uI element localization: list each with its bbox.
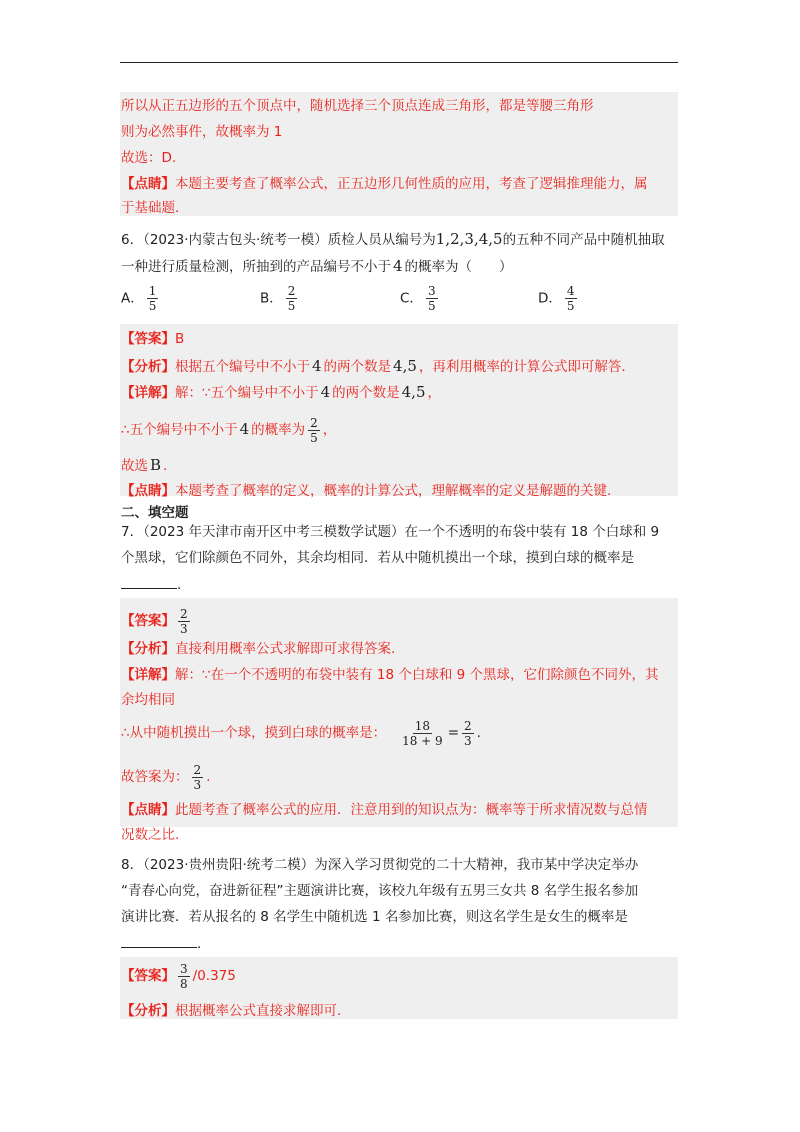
option-label: A． — [121, 290, 144, 307]
analysis-text: 的两个数是 — [323, 359, 392, 375]
option-label: C． — [400, 290, 423, 307]
q7-final — [121, 760, 210, 794]
fraction-numerator: 2 — [464, 718, 472, 733]
option-label: B． — [260, 290, 283, 307]
q6-stem-text: 6．（2023·内蒙古包头·统考一模）质检人员从编号为 — [121, 232, 436, 248]
stem-text: . — [177, 577, 182, 593]
q6-solution-block — [120, 324, 678, 496]
answer-blank — [121, 933, 197, 948]
q6-choice — [121, 455, 167, 476]
q6-number-list: 1,2,3,4,5 — [435, 230, 503, 248]
q7-therefore — [121, 716, 481, 750]
option-fraction — [286, 284, 298, 313]
fraction-numerator: 3 — [180, 961, 188, 976]
q6-detail — [121, 382, 441, 403]
detail-text: 的两个数是 — [332, 385, 400, 401]
fraction-denominator: 5 — [148, 299, 157, 313]
analysis-text: 根据概率公式直接求解即可. — [175, 1003, 342, 1019]
fraction-denominator: 5 — [427, 299, 436, 313]
fraction-denominator: 3 — [180, 621, 188, 636]
probability-fraction — [308, 416, 320, 445]
therefore-text: ∴从中随机摸出一个球，摸到白球的概率是： — [121, 725, 387, 741]
analysis-tag: 【分析】 — [121, 641, 175, 657]
q6-option-d — [538, 284, 580, 313]
q6-stem-line-2 — [121, 256, 513, 277]
q6-answer — [121, 329, 184, 349]
analysis-text: 根据五个编号中不小于 — [175, 359, 310, 375]
choice-text: 故选 — [121, 458, 148, 474]
q6-therefore — [121, 412, 336, 447]
q6-stem-text: 一种进行质量检测，所抽到的产品编号不小于 — [121, 259, 391, 275]
q6-option-b — [260, 284, 300, 313]
remark-tag: 【点睛】 — [121, 483, 175, 499]
q6-remark — [121, 481, 611, 501]
q5-remark-2: 于基础题. — [121, 200, 180, 216]
fraction-denominator: 5 — [310, 430, 318, 445]
q5-line-1: 所以从正五边形的五个顶点中，随机选择三个顶点连成三角形，都是等腰三角形 — [121, 98, 594, 114]
remark-tag: 【点睛】 — [121, 802, 175, 818]
final-fraction — [192, 763, 204, 792]
answer-value: B — [175, 331, 185, 347]
choice-text: . — [163, 458, 168, 474]
q7-detail-2: 余均相同 — [121, 692, 175, 708]
remark-tag: 【点睛】 — [121, 176, 175, 192]
q7-remark-1 — [121, 800, 648, 820]
therefore-text: ， — [322, 422, 337, 438]
q7-answer — [121, 604, 193, 638]
option-fraction — [147, 284, 159, 313]
q6-option-c — [400, 284, 441, 313]
q7-stem-line-1: 7．（2023 年天津市南开区中考三模数学试题）在一个不透明的布袋中装有 18 个白球和 9 — [121, 524, 660, 540]
fraction-numerator: 2 — [193, 762, 202, 777]
period: . — [206, 769, 211, 785]
answer-decimal: /0.375 — [192, 968, 236, 984]
q8-stem-line-3: 演讲比赛．若从报名的 8 名学生中随机选 1 名参加比赛，则这名学生是女生的概率是 — [121, 909, 628, 925]
calc-fraction — [400, 719, 445, 748]
answer-fraction — [178, 962, 190, 991]
math-number: 4 — [312, 357, 322, 375]
option-label: D． — [538, 290, 562, 307]
analysis-text: ，再利用概率的计算公式即可解答. — [418, 359, 626, 375]
analysis-tag: 【分析】 — [121, 1003, 175, 1019]
detail-tag: 【详解】 — [121, 385, 175, 401]
detail-text: ， — [427, 385, 441, 401]
detail-text: 解：∵五个编号中不小于 — [175, 385, 319, 401]
result-fraction — [462, 719, 474, 748]
remark-text: 本题主要考查了概率公式，正五边形几何性质的应用，考查了逻辑推理能力，属 — [175, 176, 648, 192]
q7-detail-1 — [121, 665, 659, 685]
header-rule — [120, 62, 678, 63]
q8-stem-line-1: 8．（2023·贵州贵阳·统考二模）为深入学习贯彻党的二十大精神，我市某中学决定举办 — [121, 857, 639, 873]
math-number: 4,5 — [401, 383, 426, 401]
fraction-numerator: 1 — [148, 284, 157, 298]
q7-analysis — [121, 639, 395, 659]
analysis-text: 直接利用概率公式求解即可求得答案. — [175, 641, 396, 657]
answer-blank — [121, 574, 177, 589]
q6-number: 4 — [393, 257, 403, 275]
remark-text: 本题考查了概率的定义，概率的计算公式，理解概率的定义是解题的关键. — [175, 483, 612, 499]
q5-line-2: 则为必然事件，故概率为 1 — [121, 124, 283, 140]
answer-tag: 【答案】 — [121, 331, 175, 347]
q5-choice: 故选：D. — [121, 150, 177, 166]
q6-stem-text: 的概率为（ ） — [404, 259, 513, 275]
therefore-text: 的概率为 — [251, 422, 306, 438]
math-number: 4,5 — [393, 357, 417, 375]
detail-text: 解：∵在一个不透明的布袋中装有 18 个白球和 9 个黑球，它们除颜色不同外，其 — [175, 667, 659, 683]
fraction-numerator: 18 — [414, 718, 431, 733]
q5-remark-1 — [121, 174, 648, 194]
fraction-denominator: 3 — [193, 777, 202, 792]
remark-text: 此题考查了概率公式的应用．注意用到的知识点为：概率等于所求情况数与总情 — [175, 802, 648, 818]
fraction-numerator: 2 — [287, 284, 296, 298]
q6-option-a — [121, 284, 161, 313]
fraction-denominator: 5 — [566, 299, 575, 313]
fraction-numerator: 2 — [180, 606, 188, 621]
math-number: 4 — [239, 420, 250, 438]
section-title: 二、填空题 — [121, 505, 189, 521]
q7-remark-2: 况数之比. — [121, 827, 180, 843]
answer-fraction — [178, 607, 190, 636]
fraction-denominator: 8 — [180, 976, 188, 991]
option-fraction — [426, 284, 438, 313]
analysis-tag: 【分析】 — [121, 359, 175, 375]
fraction-numerator: 4 — [566, 284, 575, 298]
therefore-text: ∴五个编号中不小于 — [121, 422, 238, 438]
q7-stem-line-2: 个黑球，它们除颜色不同外，其余均相同．若从中随机摸出一个球，摸到白球的概率是 — [121, 550, 634, 566]
q6-stem-line-1 — [121, 229, 665, 250]
q6-stem-text: 的五种不同产品中随机抽取 — [502, 232, 665, 248]
q7-stem-line-3 — [121, 574, 181, 595]
q8-analysis — [121, 1001, 341, 1021]
q8-answer — [121, 960, 236, 992]
q8-stem-line-2: “青春心向党，奋进新征程”主题演讲比赛，该校九年级有五男三女共 8 名学生报名参加 — [121, 883, 639, 899]
answer-tag: 【答案】 — [121, 968, 175, 984]
q8-stem-line-4 — [121, 933, 201, 954]
fraction-denominator: 3 — [464, 733, 472, 748]
fraction-numerator: 3 — [427, 284, 436, 298]
math-number: 4 — [320, 383, 331, 401]
option-fraction — [565, 284, 577, 313]
period: . — [476, 725, 481, 741]
final-text: 故答案为： — [121, 769, 189, 785]
choice-letter: B — [150, 456, 162, 474]
q6-analysis — [121, 356, 626, 377]
fraction-denominator: 18 + 9 — [402, 733, 443, 748]
fraction-numerator: 2 — [310, 415, 318, 430]
answer-tag: 【答案】 — [121, 613, 175, 629]
fraction-denominator: 5 — [287, 299, 296, 313]
stem-text: . — [197, 936, 202, 952]
detail-tag: 【详解】 — [121, 667, 175, 683]
equals-sign: = — [447, 725, 459, 741]
